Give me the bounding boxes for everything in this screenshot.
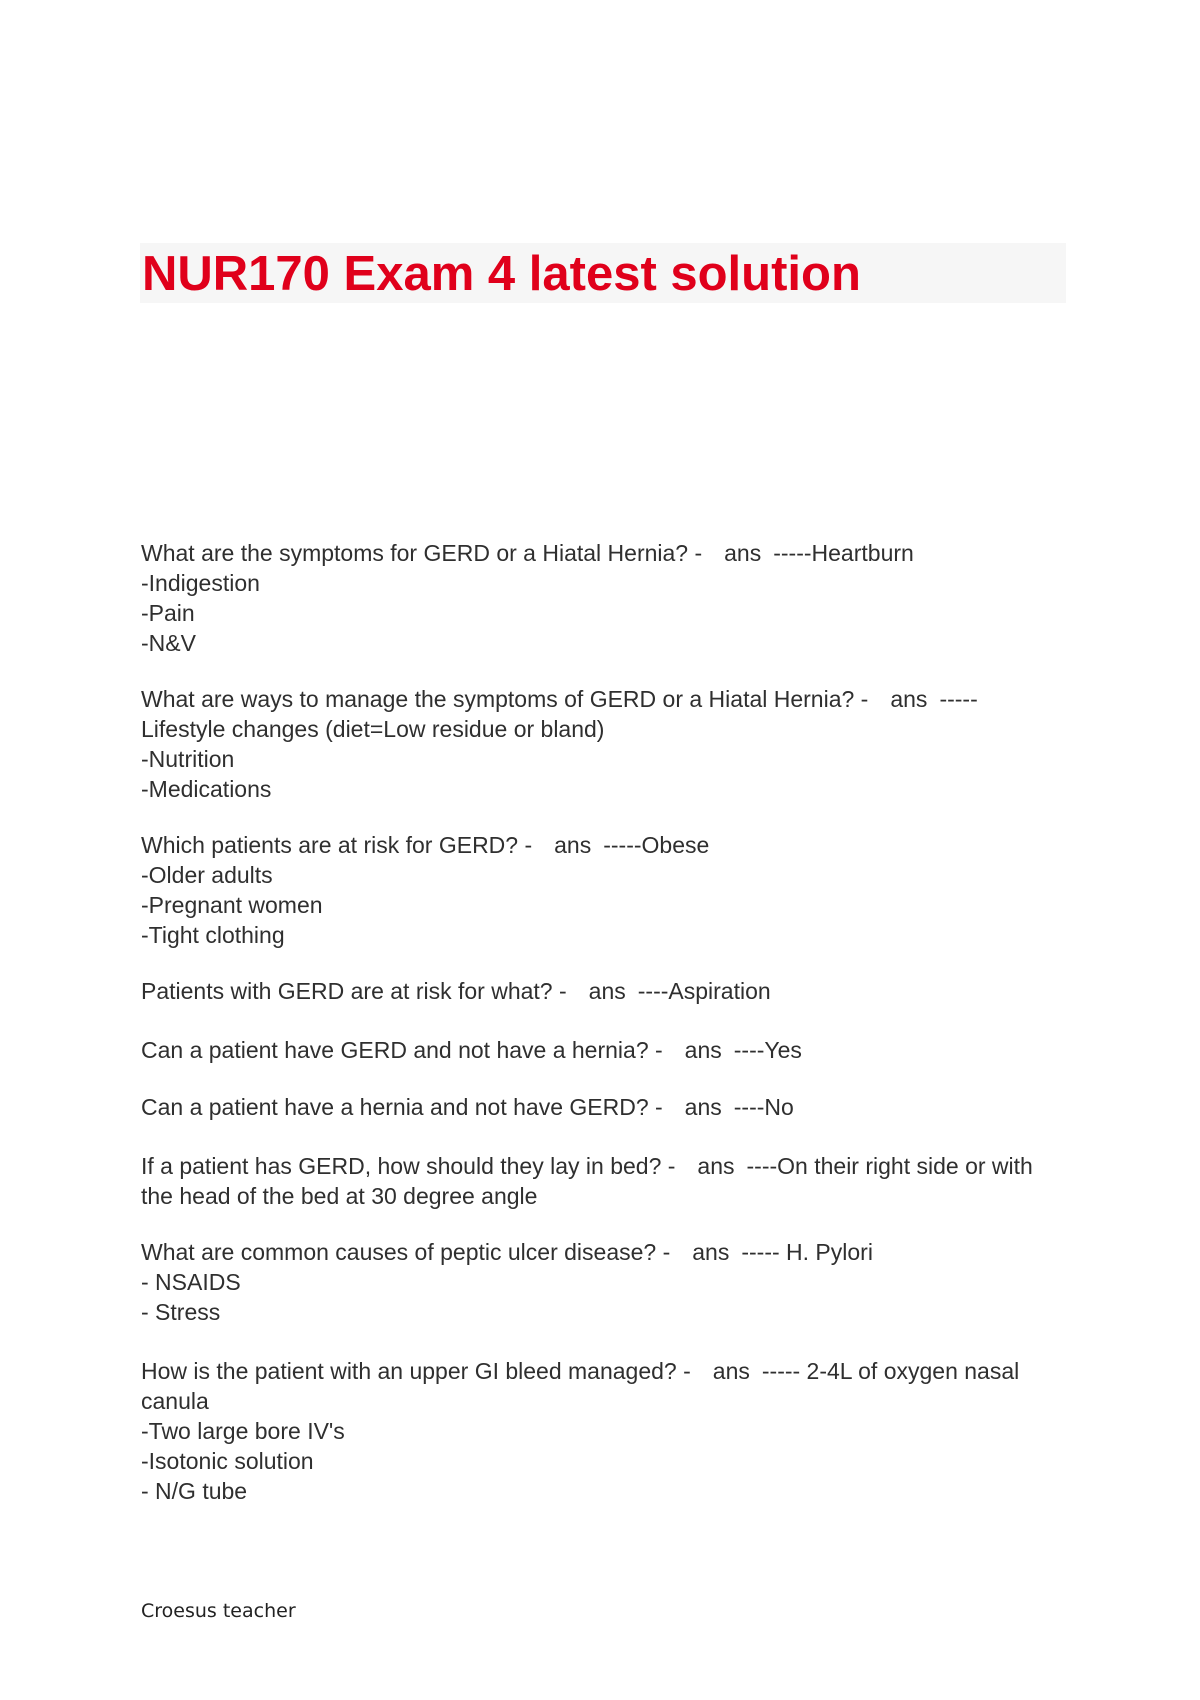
answer-label: ans — [712, 1358, 750, 1384]
answer-continuation: canula — [141, 1388, 209, 1414]
answer-text: ----On their right side or with — [746, 1153, 1033, 1179]
document-title: NUR170 Exam 4 latest solution — [142, 247, 861, 301]
question-line — [141, 538, 1071, 568]
answer-list-item: -Isotonic solution — [141, 1448, 314, 1474]
qa-block — [141, 1035, 1071, 1065]
answer-continuation: the head of the bed at 30 degree angle — [141, 1183, 538, 1209]
answer-list-item: -Nutrition — [141, 746, 235, 772]
answer-text: ----- H. Pylori — [741, 1239, 873, 1265]
answer-list-item: -Medications — [141, 776, 272, 802]
answer-text: -----Heartburn — [773, 540, 914, 566]
question-text: Can a patient have a hernia and not have GERD? - — [141, 1094, 663, 1120]
footer-author: Croesus teacher — [141, 1600, 296, 1622]
question-line — [141, 1151, 1071, 1181]
answer-label: ans — [684, 1037, 722, 1063]
answer-text: ----No — [733, 1094, 794, 1120]
answer-label: ans — [684, 1094, 722, 1120]
question-text: What are ways to manage the symptoms of GERD or a Hiatal Hernia? - — [141, 686, 869, 712]
answer-list-item: - N/G tube — [141, 1478, 248, 1504]
qa-block — [141, 1092, 1071, 1122]
question-text: Can a patient have GERD and not have a hernia? - — [141, 1037, 663, 1063]
answer-list-item: - Stress — [141, 1299, 221, 1325]
question-line — [141, 684, 1071, 714]
answer-text: ----- 2-4L of oxygen nasal — [761, 1358, 1020, 1384]
question-text: What are the symptoms for GERD or a Hiatal Hernia? - — [141, 540, 703, 566]
question-line — [141, 1092, 1071, 1122]
qa-block — [141, 684, 1071, 804]
qa-block — [141, 538, 1071, 658]
answer-list-item: -Pregnant women — [141, 892, 323, 918]
question-text: How is the patient with an upper GI bleed managed? - — [141, 1358, 691, 1384]
answer-text: ----Aspiration — [637, 978, 771, 1004]
answer-label: ans — [697, 1153, 735, 1179]
question-text: Which patients are at risk for GERD? - — [141, 832, 533, 858]
question-line — [141, 830, 1071, 860]
question-text: What are common causes of peptic ulcer disease? - — [141, 1239, 671, 1265]
answer-continuation: Lifestyle changes (diet=Low residue or bland) — [141, 716, 605, 742]
answer-text: ----Yes — [733, 1037, 802, 1063]
answer-label: ans — [588, 978, 626, 1004]
qa-block — [141, 1356, 1071, 1506]
answer-list-item: -Indigestion — [141, 570, 260, 596]
answer-label: ans — [554, 832, 592, 858]
answer-list-item: - NSAIDS — [141, 1269, 241, 1295]
qa-block — [141, 976, 1071, 1006]
question-line — [141, 1356, 1071, 1386]
answer-label: ans — [692, 1239, 730, 1265]
question-line — [141, 976, 1071, 1006]
answer-list-item: -Older adults — [141, 862, 273, 888]
qa-block — [141, 1151, 1071, 1211]
question-text: Patients with GERD are at risk for what? - — [141, 978, 567, 1004]
qa-block — [141, 1237, 1071, 1327]
answer-list-item: -Pain — [141, 600, 195, 626]
question-line — [141, 1237, 1071, 1267]
answer-list-item: -Two large bore IV's — [141, 1418, 345, 1444]
question-text: If a patient has GERD, how should they lay in bed? - — [141, 1153, 676, 1179]
qa-block — [141, 830, 1071, 950]
answer-text: ----- — [939, 686, 978, 712]
question-line — [141, 1035, 1071, 1065]
answer-label: ans — [724, 540, 762, 566]
answer-list-item: -N&V — [141, 630, 196, 656]
answer-label: ans — [890, 686, 928, 712]
answer-list-item: -Tight clothing — [141, 922, 285, 948]
answer-text: -----Obese — [603, 832, 710, 858]
